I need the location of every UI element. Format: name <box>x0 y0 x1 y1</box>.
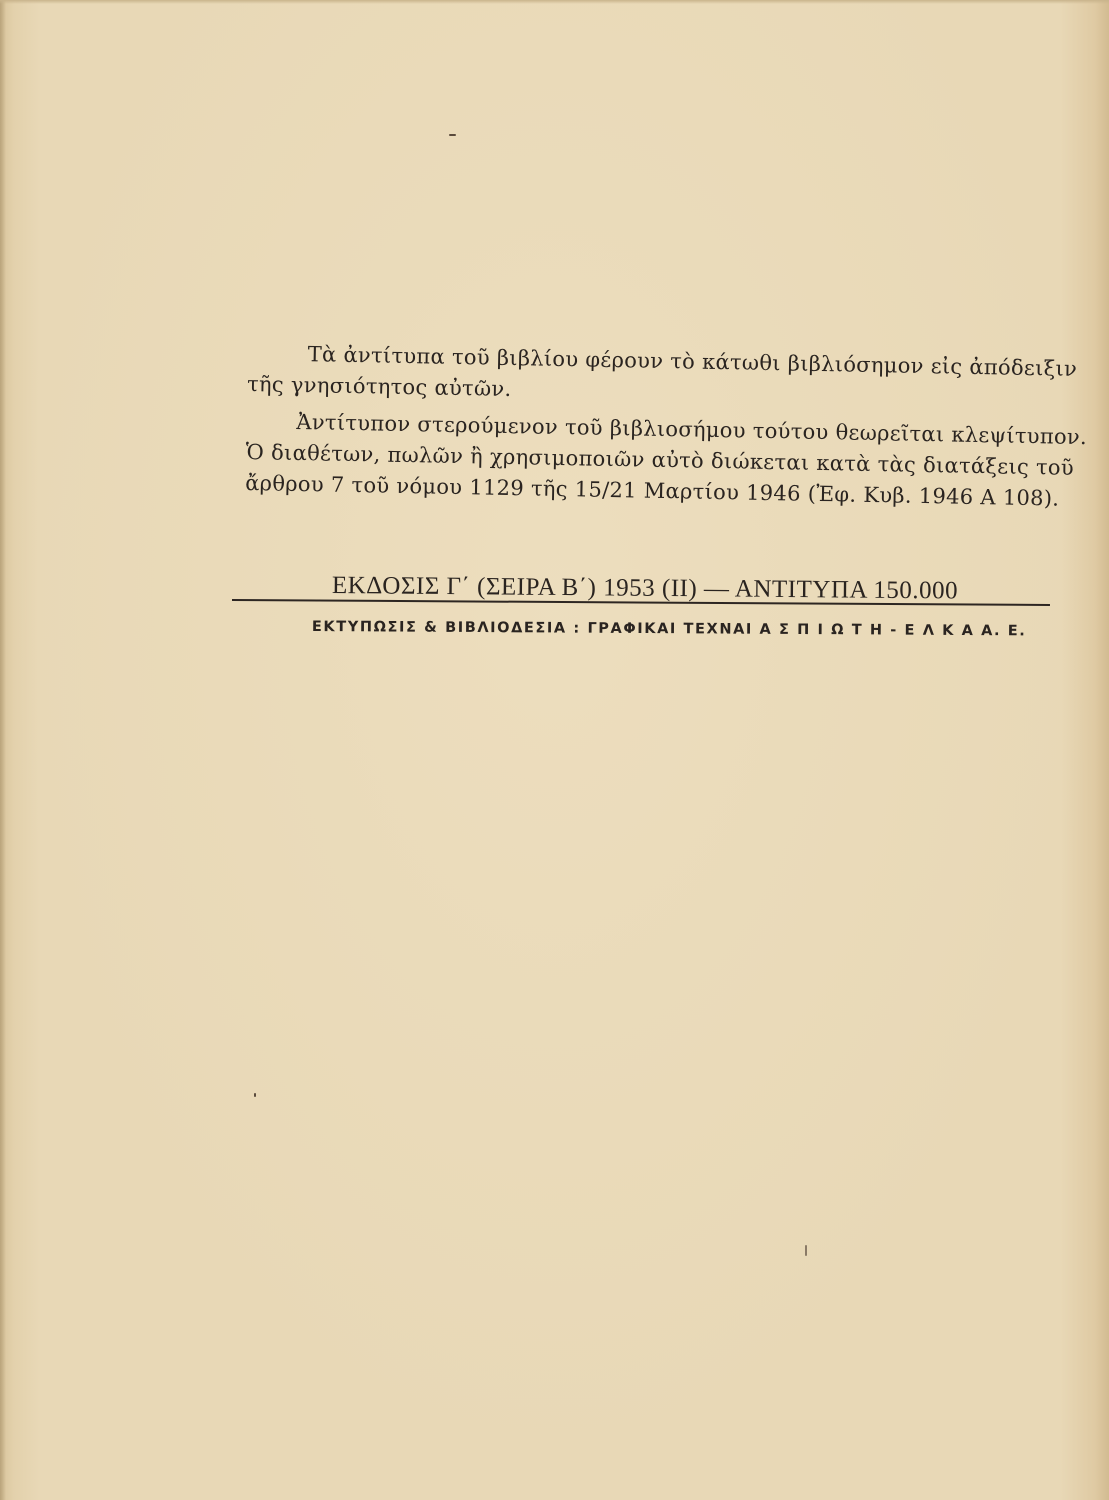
ink-speck <box>449 134 456 136</box>
printer-line: ΕΚΤΥΠΩΣΙΣ & ΒΙΒΛΙΟΔΕΣΙΑ : ΓΡΑΦΙΚΑΙ ΤΕΧΝΑΙ Α Σ Π Ι Ω Τ Η - Ε Λ Κ Α Α. Ε. <box>311 619 1027 640</box>
edition-line: ΕΚΔΟΣΙΣ Γ΄ (ΣΕΙΡΑ Β΄) 1953 (ΙΙ) — ΑΝΤΙΤΥΠΑ 150.000 <box>331 572 959 605</box>
copyright-notice <box>244 338 1088 515</box>
ink-speck <box>805 1245 807 1256</box>
notice-line: Ἀντίτυπον στερούμενον τοῦ βιβλιοσήμου τούτου θεωρεῖται κλεψίτυπον. <box>296 409 1088 450</box>
notice-line: τῆς γνησιότητος αὐτῶν. <box>246 371 512 402</box>
notice-line: Ὁ διαθέτων, πωλῶν ἢ χρησιμοποιῶν αὐτὸ διώκεται κατὰ τὰς διατάξεις τοῦ <box>245 439 1075 480</box>
ink-speck <box>254 1093 256 1097</box>
notice-line: ἄρθρου 7 τοῦ νόμου 1129 τῆς 15/21 Μαρτίου 1946 (Ἐφ. Κυβ. 1946 Α 108). <box>244 470 1060 511</box>
notice-line: Τὰ ἀντίτυπα τοῦ βιβλίου φέρουν τὸ κάτωθι βιβλιόσημον εἰς ἀπόδειξιν <box>307 342 1078 381</box>
